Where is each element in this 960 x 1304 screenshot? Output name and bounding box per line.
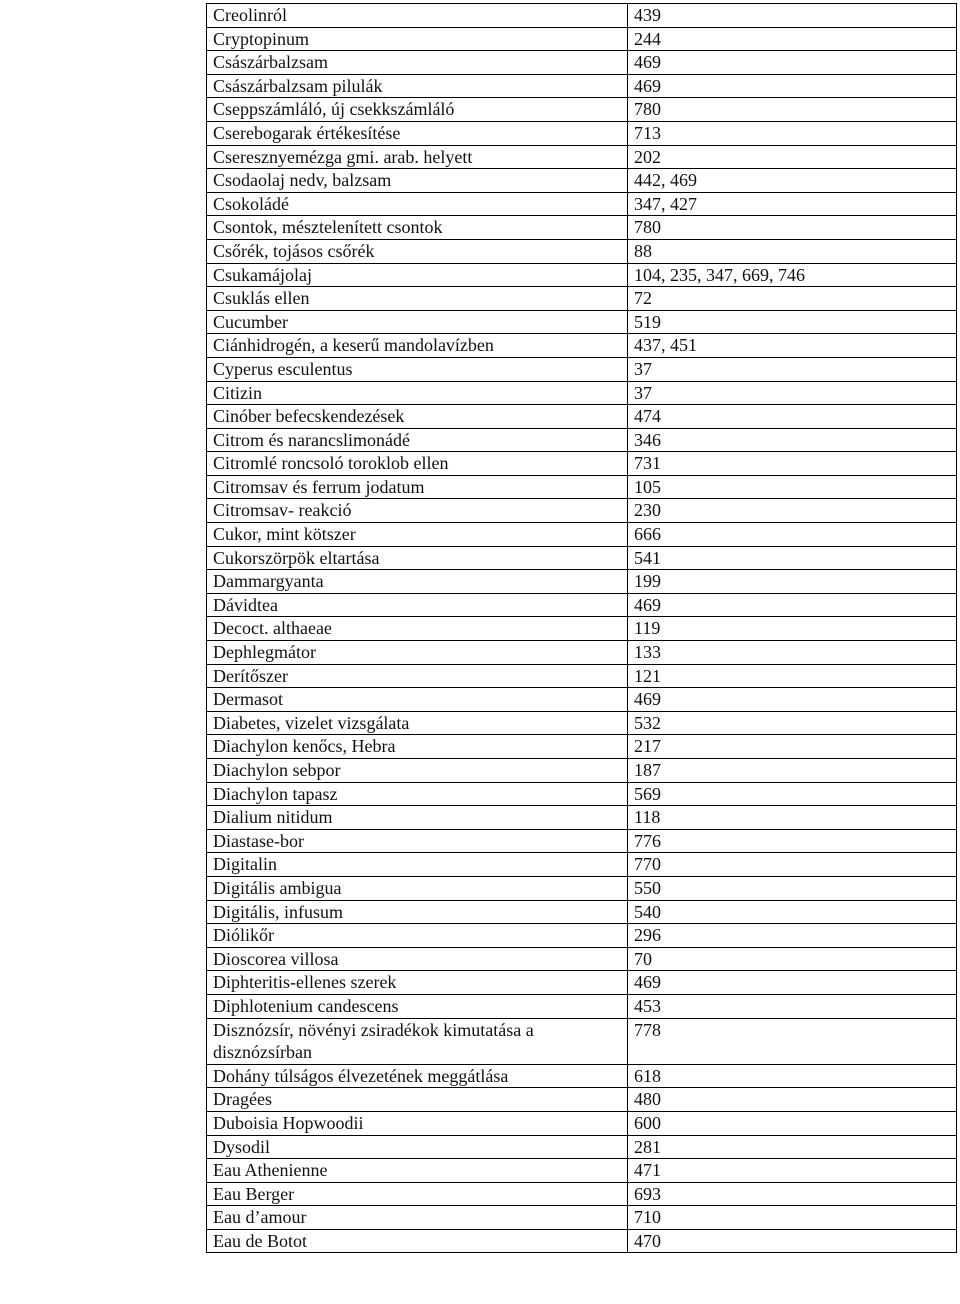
table-row [207, 900, 957, 924]
table-row [207, 1229, 957, 1253]
index-term: Cseppszámláló, új csekkszámláló [207, 98, 628, 122]
index-term: Disznózsír, növényi zsiradékok kimutatása a disznózsírban [207, 1018, 628, 1064]
index-term: Decoct. althaeae [207, 617, 628, 641]
index-page-numbers: 532 [628, 711, 957, 735]
index-term: Cucumber [207, 310, 628, 334]
index-page-numbers: 105 [628, 475, 957, 499]
table-row [207, 4, 957, 28]
table-row [207, 27, 957, 51]
index-term: Dragées [207, 1088, 628, 1112]
index-page-numbers: 618 [628, 1064, 957, 1088]
table-row [207, 829, 957, 853]
index-page-numbers: 119 [628, 617, 957, 641]
table-row [207, 664, 957, 688]
index-page-numbers: 469 [628, 593, 957, 617]
index-term: Diphteritis-ellenes szerek [207, 971, 628, 995]
index-term: Eau Berger [207, 1182, 628, 1206]
index-page-numbers: 453 [628, 994, 957, 1018]
index-page-numbers: 713 [628, 121, 957, 145]
index-term: Csokoládé [207, 192, 628, 216]
index-term: Creolinról [207, 4, 628, 28]
index-term: Cukorszörpök eltartása [207, 546, 628, 570]
index-term: Citizin [207, 381, 628, 405]
table-row [207, 1182, 957, 1206]
index-term: Citromsav- reakció [207, 499, 628, 523]
index-term: Csontok, mésztelenített csontok [207, 216, 628, 240]
index-page-numbers: 666 [628, 523, 957, 547]
table-row [207, 1111, 957, 1135]
index-term: Eau de Botot [207, 1229, 628, 1253]
index-page-numbers: 230 [628, 499, 957, 523]
index-term: Cryptopinum [207, 27, 628, 51]
index-page-numbers: 118 [628, 806, 957, 830]
index-term: Cseresznyemézga gmi. arab. helyett [207, 145, 628, 169]
index-page-numbers: 710 [628, 1206, 957, 1230]
table-row [207, 1018, 957, 1064]
index-term: Csukamájolaj [207, 263, 628, 287]
index-page-numbers: 780 [628, 216, 957, 240]
index-page-numbers: 469 [628, 688, 957, 712]
table-row [207, 475, 957, 499]
table-row [207, 192, 957, 216]
table-row [207, 310, 957, 334]
table-row [207, 98, 957, 122]
index-page-numbers: 437, 451 [628, 334, 957, 358]
index-page-numbers: 281 [628, 1135, 957, 1159]
table-row [207, 593, 957, 617]
table-row [207, 711, 957, 735]
index-table-body [207, 4, 957, 1253]
index-term: Dioscorea villosa [207, 947, 628, 971]
index-page-numbers: 72 [628, 287, 957, 311]
table-row [207, 688, 957, 712]
index-page-numbers: 600 [628, 1111, 957, 1135]
table-row [207, 876, 957, 900]
index-term: Dermasot [207, 688, 628, 712]
table-row [207, 357, 957, 381]
index-page-numbers: 37 [628, 357, 957, 381]
index-term: Dysodil [207, 1135, 628, 1159]
index-page-numbers: 244 [628, 27, 957, 51]
index-page-numbers: 776 [628, 829, 957, 853]
index-page-numbers: 296 [628, 924, 957, 948]
index-page-numbers: 347, 427 [628, 192, 957, 216]
index-page-numbers: 469 [628, 51, 957, 75]
table-row [207, 735, 957, 759]
index-term: Csodaolaj nedv, balzsam [207, 169, 628, 193]
table-row [207, 169, 957, 193]
index-term: Diachylon kenőcs, Hebra [207, 735, 628, 759]
index-term: Diabetes, vizelet vizsgálata [207, 711, 628, 735]
table-row [207, 994, 957, 1018]
table-row [207, 1206, 957, 1230]
index-term: Diachylon tapasz [207, 782, 628, 806]
index-page-numbers: 469 [628, 74, 957, 98]
index-term: Diólikőr [207, 924, 628, 948]
index-page-numbers: 550 [628, 876, 957, 900]
index-page-numbers: 133 [628, 641, 957, 665]
table-row [207, 523, 957, 547]
table-row [207, 121, 957, 145]
index-page-numbers: 199 [628, 570, 957, 594]
table-row [207, 1159, 957, 1183]
table-row [207, 924, 957, 948]
table-row [207, 499, 957, 523]
index-term: Cinóber befecskendezések [207, 405, 628, 429]
index-term: Digitális, infusum [207, 900, 628, 924]
index-page-numbers: 442, 469 [628, 169, 957, 193]
index-term: Duboisia Hopwoodii [207, 1111, 628, 1135]
index-page-numbers: 346 [628, 428, 957, 452]
table-row [207, 428, 957, 452]
table-row [207, 452, 957, 476]
table-row [207, 381, 957, 405]
index-term: Cserebogarak értékesítése [207, 121, 628, 145]
table-row [207, 759, 957, 783]
table-row [207, 1135, 957, 1159]
index-term: Citrom és narancslimonádé [207, 428, 628, 452]
index-page-numbers: 480 [628, 1088, 957, 1112]
table-row [207, 546, 957, 570]
index-page-numbers: 470 [628, 1229, 957, 1253]
table-row [207, 287, 957, 311]
table-row [207, 782, 957, 806]
index-page-numbers: 70 [628, 947, 957, 971]
table-row [207, 216, 957, 240]
index-term: Digitalin [207, 853, 628, 877]
index-term: Dialium nitidum [207, 806, 628, 830]
index-term: Dammargyanta [207, 570, 628, 594]
index-page-numbers: 187 [628, 759, 957, 783]
index-term: Diphlotenium candescens [207, 994, 628, 1018]
table-row [207, 806, 957, 830]
table-row [207, 74, 957, 98]
index-term: Citromlé roncsoló toroklob ellen [207, 452, 628, 476]
table-row [207, 263, 957, 287]
index-term: Csuklás ellen [207, 287, 628, 311]
index-page-numbers: 439 [628, 4, 957, 28]
table-row [207, 971, 957, 995]
index-term: Citromsav és ferrum jodatum [207, 475, 628, 499]
table-row [207, 145, 957, 169]
index-term: Derítőszer [207, 664, 628, 688]
index-term: Digitális ambigua [207, 876, 628, 900]
index-page-numbers: 569 [628, 782, 957, 806]
table-row [207, 1088, 957, 1112]
table-row [207, 641, 957, 665]
index-table [206, 3, 957, 1253]
index-page-numbers: 519 [628, 310, 957, 334]
index-term: Eau d’amour [207, 1206, 628, 1230]
table-row [207, 334, 957, 358]
index-page-numbers: 780 [628, 98, 957, 122]
table-row [207, 239, 957, 263]
index-term: Cukor, mint kötszer [207, 523, 628, 547]
index-term: Dephlegmátor [207, 641, 628, 665]
table-row [207, 51, 957, 75]
table-row [207, 570, 957, 594]
index-page-numbers: 104, 235, 347, 669, 746 [628, 263, 957, 287]
index-page-numbers: 37 [628, 381, 957, 405]
table-row [207, 947, 957, 971]
index-page-numbers: 693 [628, 1182, 957, 1206]
index-page-numbers: 731 [628, 452, 957, 476]
index-term: Eau Athenienne [207, 1159, 628, 1183]
index-page-numbers: 202 [628, 145, 957, 169]
index-term: Császárbalzsam [207, 51, 628, 75]
index-page-numbers: 770 [628, 853, 957, 877]
table-row [207, 405, 957, 429]
index-page-numbers: 88 [628, 239, 957, 263]
index-term: Cyperus esculentus [207, 357, 628, 381]
index-term: Diastase-bor [207, 829, 628, 853]
index-page-numbers: 474 [628, 405, 957, 429]
index-page-numbers: 471 [628, 1159, 957, 1183]
table-row [207, 1064, 957, 1088]
index-page-numbers: 217 [628, 735, 957, 759]
index-term: Csőrék, tojásos csőrék [207, 239, 628, 263]
index-term: Dohány túlságos élvezetének meggátlása [207, 1064, 628, 1088]
index-page-numbers: 540 [628, 900, 957, 924]
table-row [207, 853, 957, 877]
index-term: Császárbalzsam pilulák [207, 74, 628, 98]
index-page-numbers: 541 [628, 546, 957, 570]
index-page-numbers: 469 [628, 971, 957, 995]
table-row [207, 617, 957, 641]
index-page-numbers: 778 [628, 1018, 957, 1064]
index-page-numbers: 121 [628, 664, 957, 688]
index-term: Dávidtea [207, 593, 628, 617]
index-term: Diachylon sebpor [207, 759, 628, 783]
index-term: Ciánhidrogén, a keserű mandolavízben [207, 334, 628, 358]
